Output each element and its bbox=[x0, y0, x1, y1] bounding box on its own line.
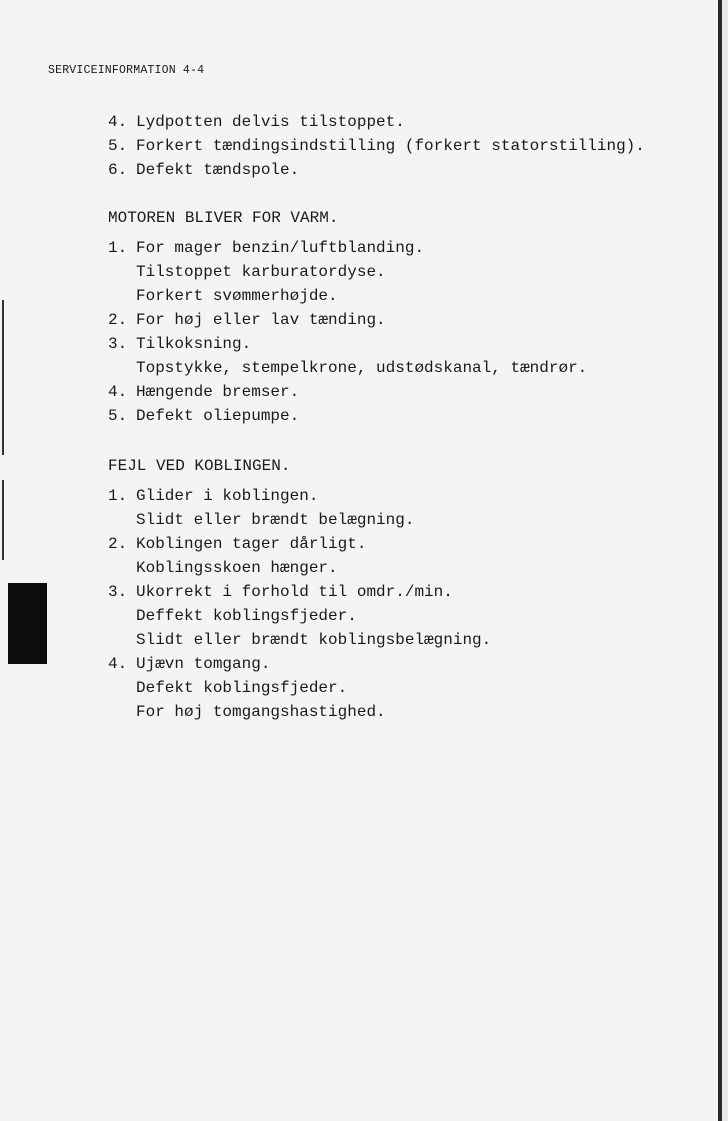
list-item-text: Hængende bremser. bbox=[136, 383, 300, 401]
list-item-text: Ujævn tomgang. bbox=[136, 655, 271, 673]
list-item-text: Topstykke, stempelkrone, udstødskanal, tændrør. bbox=[136, 359, 588, 377]
margin-line bbox=[2, 300, 4, 455]
list-number: 5. bbox=[108, 407, 128, 425]
list-item-text: Koblingsskoen hænger. bbox=[136, 559, 338, 577]
list-item-text: Ukorrekt i forhold til omdr./min. bbox=[136, 583, 453, 601]
list-item-text: For høj tomgangshastighed. bbox=[136, 703, 386, 721]
list-number: 1. bbox=[108, 487, 128, 505]
list-item-text: Forkert tændingsindstilling (forkert statorstilling). bbox=[136, 137, 645, 155]
list-item-text: Tilstoppet karburatordyse. bbox=[136, 263, 386, 281]
list-number: 3. bbox=[108, 335, 128, 353]
list-number: 4. bbox=[108, 655, 128, 673]
list-item-text: Slidt eller brændt belægning. bbox=[136, 511, 415, 529]
page-header: SERVICEINFORMATION 4-4 bbox=[48, 64, 205, 77]
list-item-text: Defekt tændspole. bbox=[136, 161, 300, 179]
list-number: 2. bbox=[108, 311, 128, 329]
section-heading: MOTOREN BLIVER FOR VARM. bbox=[108, 209, 339, 227]
section-heading: FEJL VED KOBLINGEN. bbox=[108, 457, 291, 475]
list-item-text: Koblingen tager dårligt. bbox=[136, 535, 367, 553]
list-item-text: Lydpotten delvis tilstoppet. bbox=[136, 113, 405, 131]
list-number: 4. bbox=[108, 113, 128, 131]
list-number: 3. bbox=[108, 583, 128, 601]
list-item-text: For høj eller lav tænding. bbox=[136, 311, 386, 329]
page-binding-shadow bbox=[718, 0, 722, 1121]
list-item-text: Defekt koblingsfjeder. bbox=[136, 679, 348, 697]
list-item-text: Glider i koblingen. bbox=[136, 487, 319, 505]
list-number: 1. bbox=[108, 239, 128, 257]
list-item-text: Defekt oliepumpe. bbox=[136, 407, 300, 425]
scan-black-mark bbox=[8, 583, 47, 664]
list-item-text: For mager benzin/luftblanding. bbox=[136, 239, 425, 257]
list-number: 4. bbox=[108, 383, 128, 401]
list-item-text: Deffekt koblingsfjeder. bbox=[136, 607, 357, 625]
list-number: 6. bbox=[108, 161, 128, 179]
list-number: 2. bbox=[108, 535, 128, 553]
margin-line bbox=[2, 480, 4, 560]
list-item-text: Forkert svømmerhøjde. bbox=[136, 287, 338, 305]
list-number: 5. bbox=[108, 137, 128, 155]
list-item-text: Slidt eller brændt koblingsbelægning. bbox=[136, 631, 492, 649]
page-edge bbox=[722, 0, 728, 1121]
list-item-text: Tilkoksning. bbox=[136, 335, 252, 353]
